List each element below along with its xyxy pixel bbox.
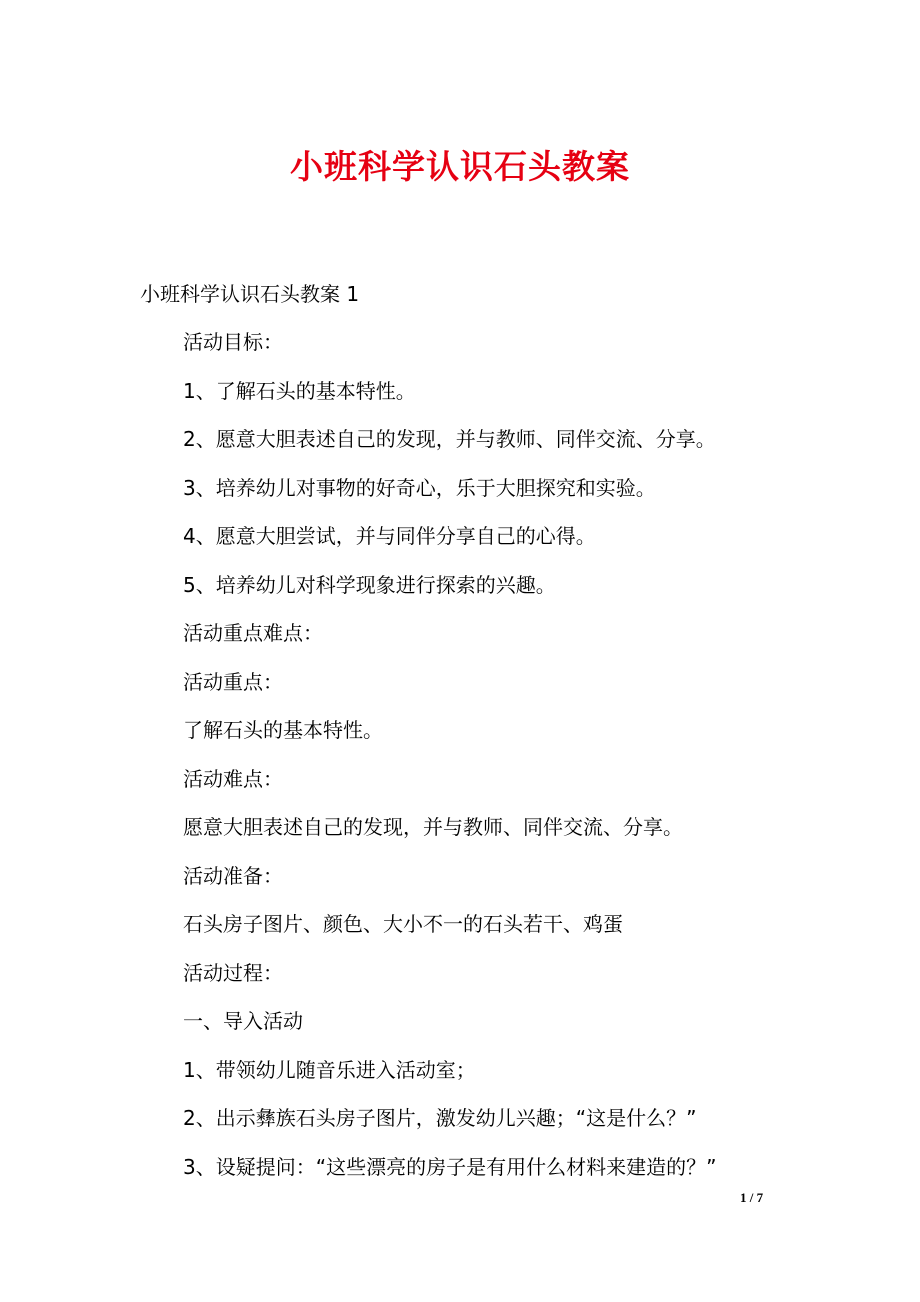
body-line: 一、导入活动 bbox=[183, 1009, 303, 1033]
body-line: 活动准备： bbox=[183, 863, 283, 888]
body-line: 3、设疑提问：“这些漂亮的房子是有用什么材料来建造的？” bbox=[183, 1154, 717, 1179]
body-line: 活动过程： bbox=[183, 960, 283, 985]
body-line: 3、培养幼儿对事物的好奇心，乐于大胆探究和实验。 bbox=[183, 475, 656, 500]
page-number: 1 / 7 bbox=[740, 1190, 764, 1205]
body-line: 4、愿意大胆尝试，并与同伴分享自己的心得。 bbox=[183, 524, 596, 548]
body-line: 愿意大胆表述自己的发现，并与教师、同伴交流、分享。 bbox=[183, 815, 683, 839]
body-line: 5、培养幼儿对科学现象进行探索的兴趣。 bbox=[183, 572, 556, 597]
body-line: 活动难点： bbox=[183, 766, 283, 791]
body-line: 2、愿意大胆表述自己的发现，并与教师、同伴交流、分享。 bbox=[183, 427, 716, 451]
body-line: 2、出示彝族石头房子图片，激发幼儿兴趣；“这是什么？” bbox=[183, 1106, 697, 1130]
body-line: 活动重点难点： bbox=[183, 621, 323, 645]
body-line: 1、了解石头的基本特性。 bbox=[183, 378, 416, 403]
body-line: 了解石头的基本特性。 bbox=[183, 718, 383, 742]
section-heading: 小班科学认识石头教案 1 bbox=[140, 282, 360, 306]
body-line: 活动重点： bbox=[183, 669, 283, 694]
document-title: 小班科学认识石头教案 bbox=[290, 147, 630, 186]
body-line: 活动目标： bbox=[183, 330, 283, 354]
body-line: 1、带领幼儿随音乐进入活动室； bbox=[183, 1057, 476, 1082]
body-line: 石头房子图片、颜色、大小不一的石头若干、鸡蛋 bbox=[183, 912, 623, 936]
body-text bbox=[183, 326, 843, 1199]
